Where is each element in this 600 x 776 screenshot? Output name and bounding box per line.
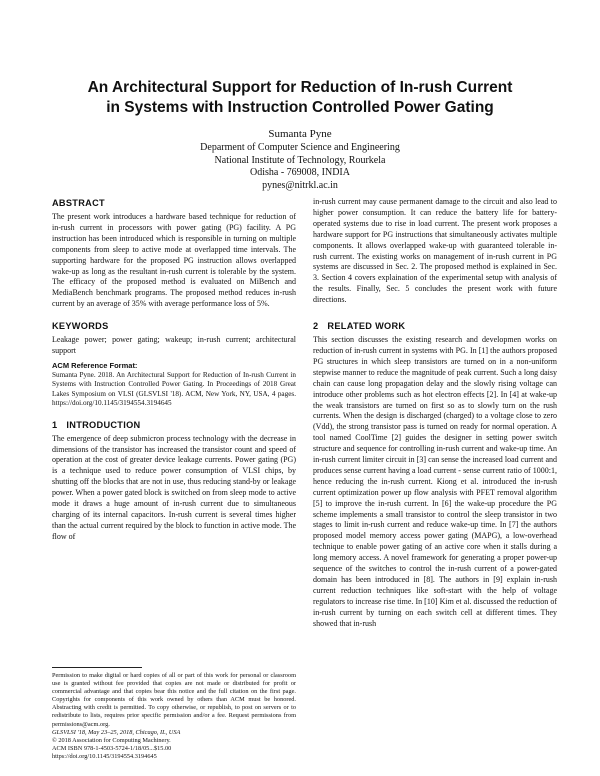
title-line-2: in Systems with Instruction Controlled Power Gating bbox=[106, 99, 494, 116]
author-institution: National Institute of Technology, Rourkela bbox=[214, 154, 386, 166]
paper-title bbox=[40, 78, 560, 118]
author-department: Deparment of Computer Science and Engineering bbox=[200, 142, 400, 153]
related-work-heading bbox=[313, 320, 557, 332]
abstract-heading: ABSTRACT bbox=[52, 198, 105, 208]
copyright-footnote bbox=[52, 672, 296, 761]
acm-reference-heading: ACM Reference Format: bbox=[52, 360, 138, 370]
introduction-continued-text: in-rush current may cause permanent damage to the circuit and also lead to higher power consumption. It can reduce the battery life for battery-operated systems due to rise in load current. The present work proposes a hardware support for PG instructions that simultaneously activates multiple components. It allows overlapped wake-up with guaranteed tolerable in-rush current. The existing works on management of in-rush current in PG systems are discussed in Sec. 2. The proposed method is explained in Sec. 3. Section 4 covers explaination of the experimental setup with analysis of the results. Finally, Sec. 5 concludes the present work with future directions. bbox=[313, 197, 557, 305]
left-column bbox=[52, 197, 296, 543]
author-block bbox=[100, 127, 500, 192]
related-work-number: 2 bbox=[313, 321, 319, 332]
acm-reference-text: Sumanta Pyne. 2018. An Architectural Support for Reduction of In-rush Current in Systems with Instruction Controlled Power Gating. In Proceedings of 2018 Great Lakes Symposium on VLSI (GLSVLSI '18). ACM, New York, NY, USA, 4 pages. https://doi.org/10.1145/3194554.3194645 bbox=[52, 370, 296, 408]
isbn-line: ACM ISBN 978-1-4503-5724-1/18/05...$15.00 bbox=[52, 744, 172, 752]
keywords-heading: KEYWORDS bbox=[52, 321, 109, 332]
introduction-title: INTRODUCTION bbox=[66, 419, 141, 430]
introduction-text: The emergence of deep submicron process technology with the decrease in dimensions of the transistor has increased the transistor count and speed of operation at the cost of greater device leakage currents. Power gating (PG) is a technique used to reduce power consumption of VLSI chips, by shutting off the blocks that are not in use, thus reducing stand-by or leakage power. When a power gated block is switched on from sleep mode to active mode it draws a huge amount of in-rush current due to simultaneous charging of its internal capacitors. In-rush current is several times higher than the actual current required by the block to function in active mode. The flow of bbox=[52, 433, 296, 541]
conference-venue: GLSVLSI '18, May 23–25, 2018, Chicago, IL, USA bbox=[52, 728, 181, 736]
introduction-heading bbox=[52, 419, 296, 431]
author-address: Odisha - 769008, INDIA bbox=[250, 167, 350, 178]
permission-text: Permission to make digital or hard copies of all or part of this work for personal or classroom use is granted without fee provided that copies are not made or distributed for profit or commercial advantage and that copies bear this notice and the full citation on the first page. Copyrights for components of this work owned by others than ACM must be honored. Abstracting with credit is permitted. To copy otherwise, or republish, to post on servers or to redistribute to lists, requires prior specific permission and/or a fee. Request permissions from permissions@acm.org. bbox=[52, 672, 296, 728]
title-line-1: An Architectural Support for Reduction of In-rush Current bbox=[87, 79, 513, 96]
author-email: pynes@nitrkl.ac.in bbox=[262, 179, 338, 191]
author-name: Sumanta Pyne bbox=[268, 128, 332, 140]
related-work-text: This section discusses the existing research and developmen works on reduction of in-rush current in systems with PG. In [1] the authors proposed PG structures in which sleep transistors are turned on in a non-uniform stepwise manner to reduce the magnitude of peak current. Such a long daisy chain can cause long propagation delay and the slowly rising voltage can introduce other problems such as hot electron effects [2]. In [4] at wake-up the weak transistors are turned on first so as to slowly turn on the rush currents. When the design is discharged (charged) to a voltage close to zero (Vdd), the strong transistor pass is turned on ready for normal operation. A tool named CoolTime [2] guides the designer in setting power switch structure and sequence for controlling in-rush current and wake-up time. An in-rush current limiter circuit in [3] can sense the increased load current and produces sense current having a load current - sense current ratio of 1000:1, hence reducing the in-rush current. Kiong et al. introduced the in-rush current optimization power up flow analysis with PFET removal algorithm [5] to improve the in-rush current. In [6] the wake-up procedure the PG scheme implements a small transistor to control the sleep transistor in two stages to limit in-rush current and reduce wake-up time. In [7] the authors proposed model memory access power gating (MAPG), a low-overhead technique to enable power gating of an active core when it stalls during a long memory access. A novel framework for generating a proper power-up sequence of the switches to control the in-rush current of a power-gated domain has been introduced in [8]. The authors in [9] explain in-rush current reduction techniques like soft-start with the help of voltage regulators to increase rise time. In [10] Kim et al. discussed the reduction of in-rush current by turning on each switch cell at different times. They showed that in-rush bbox=[313, 335, 557, 628]
abstract-text: The present work introduces a hardware based technique for reduction of in-rush current in processors with power gating (PG) facility. A PG instruction has been introduced which is responsible in turning on multiple components from sleep to active mode at overlapped time intervals. The supporting hardware for the proposed PG instruction allows overlapped wake-up as long as the resultant in-rush current is tolerable by the system. The efficacy of the proposed method is evaluated on MiBench and MediaBench benchmark programs. The proposed method reduces in-rush current by an average of 35% with average performance loss of 5%. bbox=[52, 212, 296, 309]
right-column bbox=[313, 197, 557, 630]
copyright-line: © 2018 Association for Computing Machinery. bbox=[52, 736, 171, 744]
introduction-number: 1 bbox=[52, 419, 58, 430]
footnote-rule bbox=[52, 667, 142, 668]
doi-link[interactable]: https://doi.org/10.1145/3194554.3194645 bbox=[52, 752, 157, 760]
keywords-text: Leakage power; power gating; wakeup; in-rush current; architectural support bbox=[52, 335, 296, 356]
related-work-title: RELATED WORK bbox=[327, 321, 406, 332]
